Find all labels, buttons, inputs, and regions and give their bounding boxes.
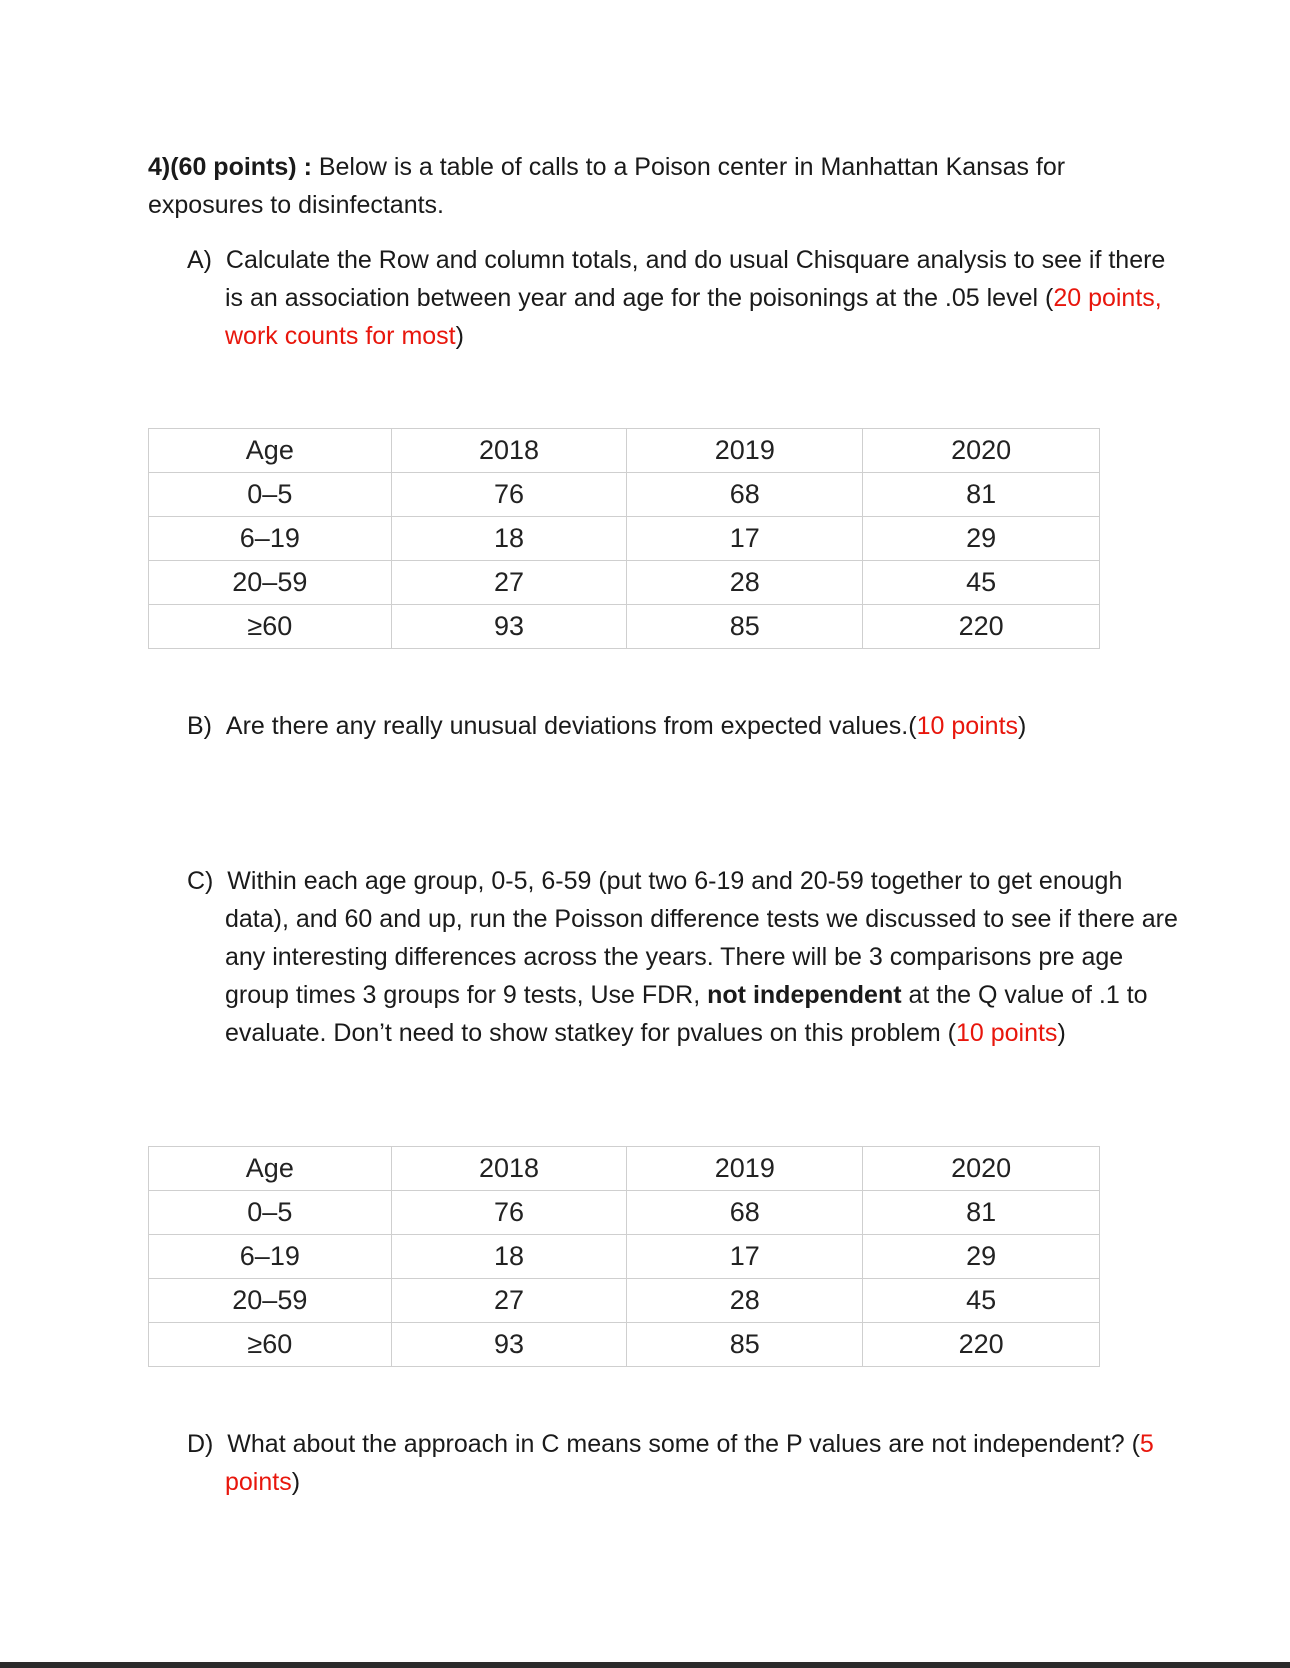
question-a-close: )	[455, 322, 464, 350]
calls-table-1	[148, 428, 1100, 649]
table-cell: 6–19	[149, 1235, 392, 1279]
question-c-close: )	[1057, 1019, 1066, 1047]
table-header-cell: 2019	[627, 1147, 863, 1191]
table-cell: 28	[627, 561, 863, 605]
table-cell: 28	[627, 1279, 863, 1323]
table-header-row	[149, 1147, 1100, 1191]
table-header-row	[149, 429, 1100, 473]
table-cell: 68	[627, 1191, 863, 1235]
question-a-marker: A)	[187, 246, 212, 274]
table-header-cell: 2019	[627, 429, 863, 473]
table-header-cell: Age	[149, 429, 392, 473]
table-row	[149, 473, 1100, 517]
table-cell: 76	[391, 473, 627, 517]
table-cell: 76	[391, 1191, 627, 1235]
table-cell: 0–5	[149, 473, 392, 517]
table-cell: 45	[863, 1279, 1100, 1323]
table-cell: ≥60	[149, 605, 392, 649]
table-cell: 6–19	[149, 517, 392, 561]
table-cell: 20–59	[149, 1279, 392, 1323]
table-cell: 45	[863, 561, 1100, 605]
table-header-cell: 2018	[391, 1147, 627, 1191]
table-row	[149, 561, 1100, 605]
question-d-marker: D)	[187, 1430, 214, 1458]
table-row	[149, 1279, 1100, 1323]
table-cell: 20–59	[149, 561, 392, 605]
table-row	[149, 605, 1100, 649]
table-cell: 93	[391, 605, 627, 649]
question-d-points: 5 points	[225, 1430, 1154, 1496]
question-a-points: 20 points, work counts for most	[225, 284, 1162, 350]
question-d	[187, 1425, 1185, 1501]
table-cell: 220	[863, 1323, 1100, 1367]
question-c-points: 10 points	[955, 1019, 1058, 1047]
question-c	[187, 862, 1185, 1052]
table-header-cell: 2020	[863, 1147, 1100, 1191]
table-cell: 68	[627, 473, 863, 517]
table-cell: 85	[627, 1323, 863, 1367]
problem-intro	[148, 148, 1158, 224]
question-c-marker: C)	[187, 867, 214, 895]
table-cell: ≥60	[149, 1323, 392, 1367]
table-row	[149, 1235, 1100, 1279]
question-b-text: Are there any really unusual deviations from expected values.(	[225, 712, 917, 740]
table-cell: 18	[391, 1235, 627, 1279]
bottom-edge-bar	[0, 1662, 1290, 1668]
question-a	[187, 241, 1185, 355]
table-cell: 27	[391, 1279, 627, 1323]
table-cell: 29	[863, 1235, 1100, 1279]
question-c-text: Within each age group, 0-5, 6-59 (put two 6-19 and 20-59 together to get enough data), and 60 and up, run the Poisson difference tests we discussed to see if there are any interesting differences across the years. There will be 3 comparisons pre age group times 3 groups for 9 tests, Use FDR,	[225, 867, 1178, 1009]
calls-table-2	[148, 1146, 1100, 1367]
question-b-close: )	[1018, 712, 1027, 740]
question-a-text: Calculate the Row and column totals, and do usual Chisquare analysis to see if there is an association between year and age for the poisonings at the .05 level (	[225, 246, 1166, 312]
table-cell: 17	[627, 1235, 863, 1279]
table-cell: 0–5	[149, 1191, 392, 1235]
table-cell: 29	[863, 517, 1100, 561]
table-row	[149, 1191, 1100, 1235]
question-b-marker: B)	[187, 712, 212, 740]
table-header-cell: 2020	[863, 429, 1100, 473]
question-c-bold: not independent	[707, 981, 902, 1009]
table-cell: 93	[391, 1323, 627, 1367]
problem-label: 4)(60 points) :	[148, 153, 312, 181]
table-cell: 27	[391, 561, 627, 605]
table-row	[149, 1323, 1100, 1367]
table-header-cell: 2018	[391, 429, 627, 473]
question-d-close: )	[291, 1468, 301, 1496]
problem-intro-text: Below is a table of calls to a Poison center in Manhattan Kansas for exposures to disinfectants.	[148, 153, 1066, 219]
table-row	[149, 517, 1100, 561]
table-cell: 85	[627, 605, 863, 649]
question-b-points: 10 points	[916, 712, 1019, 740]
table-cell: 81	[863, 1191, 1100, 1235]
table-cell: 81	[863, 473, 1100, 517]
table-cell: 18	[391, 517, 627, 561]
table-header-cell: Age	[149, 1147, 392, 1191]
table-cell: 17	[627, 517, 863, 561]
question-d-text: What about the approach in C means some of the P values are not independent? (	[227, 1430, 1140, 1458]
question-c-text-2: at the Q value of .1 to evaluate. Don’t need to show statkey for pvalues on this problem (	[225, 981, 1148, 1047]
table-cell: 220	[863, 605, 1100, 649]
question-b	[187, 707, 1185, 745]
